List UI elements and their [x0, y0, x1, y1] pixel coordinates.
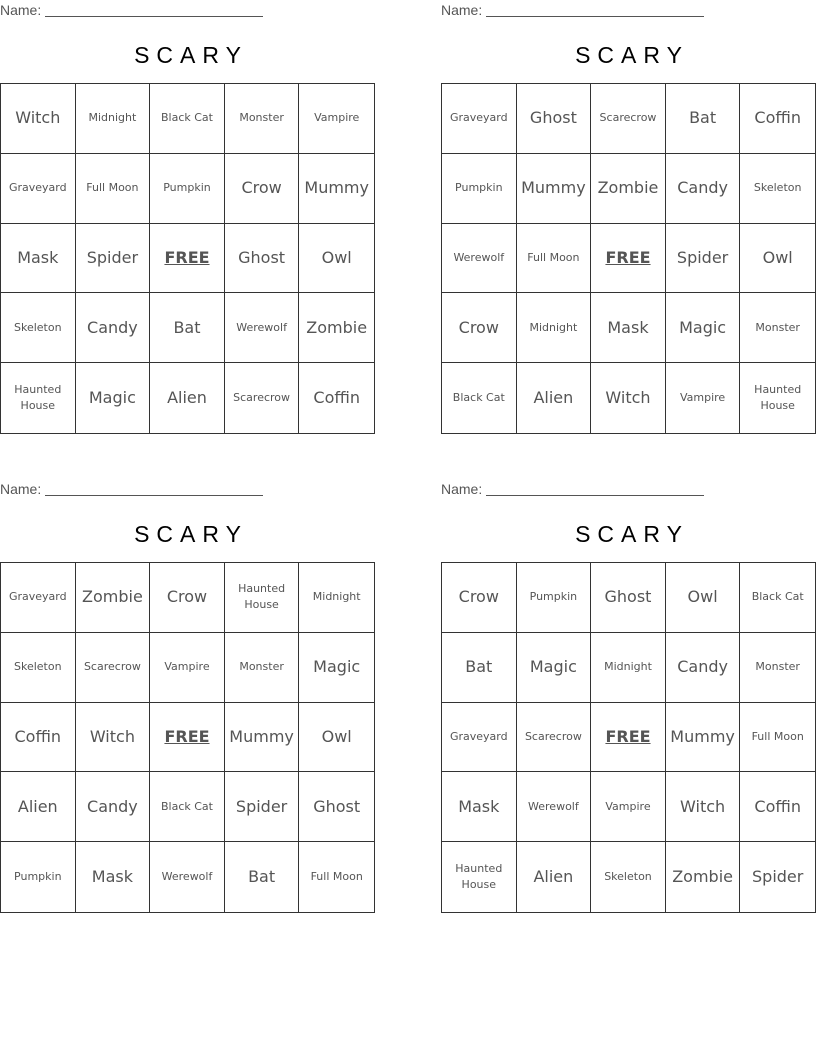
- bingo-cell: Full Moon: [740, 703, 815, 773]
- bingo-cell: Magic: [76, 363, 151, 433]
- bingo-cell: Spider: [225, 772, 300, 842]
- bingo-cell: Zombie: [591, 154, 666, 224]
- bingo-cell: Scarecrow: [76, 633, 151, 703]
- bingo-cell: Magic: [517, 633, 592, 703]
- bingo-grid: [0, 83, 375, 434]
- card-title: SCARY: [575, 42, 689, 68]
- bingo-cell: Skeleton: [591, 842, 666, 912]
- bingo-cell: Mask: [591, 293, 666, 363]
- bingo-cell: Alien: [1, 772, 76, 842]
- bingo-cell: Candy: [76, 772, 151, 842]
- bingo-cell: Witch: [666, 772, 741, 842]
- bingo-cell: Crow: [150, 563, 225, 633]
- bingo-cell: Candy: [76, 293, 151, 363]
- name-line: [486, 2, 704, 17]
- bingo-cell: Black Cat: [150, 84, 225, 154]
- bingo-cell: Haunted House: [442, 842, 517, 912]
- card-title: SCARY: [575, 521, 689, 547]
- bingo-cell: Crow: [442, 293, 517, 363]
- bingo-cell: Skeleton: [740, 154, 815, 224]
- bingo-cell: Candy: [666, 154, 741, 224]
- name-label: Name:: [441, 2, 483, 18]
- bingo-cell: Black Cat: [442, 363, 517, 433]
- bingo-cell: Monster: [740, 633, 815, 703]
- bingo-cell: Spider: [76, 224, 151, 294]
- bingo-grid: [441, 83, 816, 434]
- name-label: Name:: [0, 481, 42, 497]
- bingo-cell: Owl: [666, 563, 741, 633]
- bingo-grid: [441, 562, 816, 913]
- bingo-cell: Monster: [225, 633, 300, 703]
- bingo-cell: Crow: [442, 563, 517, 633]
- name-line: [486, 481, 704, 496]
- bingo-cell: Vampire: [299, 84, 374, 154]
- bingo-cell: Coffin: [1, 703, 76, 773]
- bingo-cell: Bat: [150, 293, 225, 363]
- bingo-cell: Graveyard: [442, 84, 517, 154]
- bingo-card: [0, 0, 375, 435]
- bingo-cell: Graveyard: [442, 703, 517, 773]
- bingo-cell: Spider: [666, 224, 741, 294]
- bingo-cell: Vampire: [591, 772, 666, 842]
- bingo-cell: Coffin: [740, 772, 815, 842]
- bingo-cell: Coffin: [740, 84, 815, 154]
- bingo-cell: Zombie: [666, 842, 741, 912]
- bingo-cell: Zombie: [299, 293, 374, 363]
- bingo-cell: Full Moon: [76, 154, 151, 224]
- bingo-cell: Zombie: [76, 563, 151, 633]
- bingo-cell: Alien: [517, 842, 592, 912]
- bingo-cell: Graveyard: [1, 563, 76, 633]
- free-space-cell: FREE: [150, 703, 225, 773]
- bingo-cell: Magic: [666, 293, 741, 363]
- bingo-cell: Pumpkin: [442, 154, 517, 224]
- bingo-cell: Bat: [666, 84, 741, 154]
- bingo-cell: Monster: [225, 84, 300, 154]
- free-space-cell: FREE: [591, 224, 666, 294]
- bingo-cell: Pumpkin: [150, 154, 225, 224]
- bingo-cell: Werewolf: [150, 842, 225, 912]
- bingo-cell: Coffin: [313, 388, 360, 408]
- bingo-cell: Bat: [442, 633, 517, 703]
- bingo-cell: Scarecrow: [517, 703, 592, 773]
- bingo-cell: Alien: [517, 363, 592, 433]
- bingo-cell: Witch: [76, 703, 151, 773]
- bingo-cell: Midnight: [591, 633, 666, 703]
- bingo-cell: Midnight: [76, 84, 151, 154]
- free-space-cell: FREE: [591, 703, 666, 773]
- name-label: Name:: [0, 2, 42, 18]
- bingo-cell: Owl: [299, 703, 374, 773]
- bingo-card: [441, 479, 816, 914]
- bingo-cell: Midnight: [299, 563, 374, 633]
- bingo-cell: Mummy: [517, 154, 592, 224]
- name-field-row: [441, 2, 704, 20]
- name-field-row: [0, 481, 263, 499]
- card-title: SCARY: [134, 42, 248, 68]
- bingo-cell: Vampire: [666, 363, 741, 433]
- name-line: [45, 2, 263, 17]
- bingo-cell: Pumpkin: [1, 842, 76, 912]
- bingo-cell: Mask: [1, 224, 76, 294]
- bingo-cell: Midnight: [517, 293, 592, 363]
- name-field-row: [0, 2, 263, 20]
- bingo-cell: Werewolf: [442, 224, 517, 294]
- bingo-cell: Graveyard: [1, 154, 76, 224]
- bingo-cell: Scarecrow: [591, 84, 666, 154]
- bingo-cell: Pumpkin: [517, 563, 592, 633]
- bingo-cell: Owl: [299, 224, 374, 294]
- name-line: [45, 481, 263, 496]
- name-field-row: [441, 481, 704, 499]
- bingo-cell: Mask: [76, 842, 151, 912]
- bingo-cell: Werewolf: [225, 293, 300, 363]
- bingo-card: [0, 479, 375, 914]
- card-title: SCARY: [134, 521, 248, 547]
- bingo-cell: Ghost: [225, 224, 300, 294]
- bingo-cell: Candy: [666, 633, 741, 703]
- bingo-cell: Haunted House: [1, 363, 76, 433]
- bingo-cell: Ghost: [299, 772, 374, 842]
- bingo-cell: Black Cat: [740, 563, 815, 633]
- bingo-cell: Haunted House: [225, 563, 300, 633]
- bingo-cell: Vampire: [150, 633, 225, 703]
- bingo-cell: Mask: [442, 772, 517, 842]
- bingo-cell: Magic: [299, 633, 374, 703]
- bingo-cell: Haunted House: [754, 383, 802, 413]
- bingo-cell: Mummy: [666, 703, 741, 773]
- bingo-cell: Alien: [150, 363, 225, 433]
- bingo-cell: Monster: [740, 293, 815, 363]
- bingo-cell: Witch: [1, 84, 76, 154]
- bingo-cell: Bat: [225, 842, 300, 912]
- free-space-cell: FREE: [150, 224, 225, 294]
- bingo-cell: Ghost: [517, 84, 592, 154]
- bingo-cell: Skeleton: [1, 293, 76, 363]
- bingo-cell: Full Moon: [517, 224, 592, 294]
- bingo-card: [441, 0, 816, 435]
- bingo-cell: Spider: [752, 867, 804, 887]
- bingo-cell: Black Cat: [150, 772, 225, 842]
- bingo-cell: Mummy: [225, 703, 300, 773]
- bingo-grid: [0, 562, 375, 913]
- bingo-cell: Werewolf: [517, 772, 592, 842]
- bingo-cell: Full Moon: [310, 870, 363, 884]
- bingo-cell: Ghost: [591, 563, 666, 633]
- bingo-cell: Witch: [591, 363, 666, 433]
- bingo-cell: Crow: [225, 154, 300, 224]
- bingo-cell: Mummy: [299, 154, 374, 224]
- name-label: Name:: [441, 481, 483, 497]
- bingo-cell: Owl: [740, 224, 815, 294]
- bingo-cell: Scarecrow: [225, 363, 300, 433]
- bingo-cell: Skeleton: [1, 633, 76, 703]
